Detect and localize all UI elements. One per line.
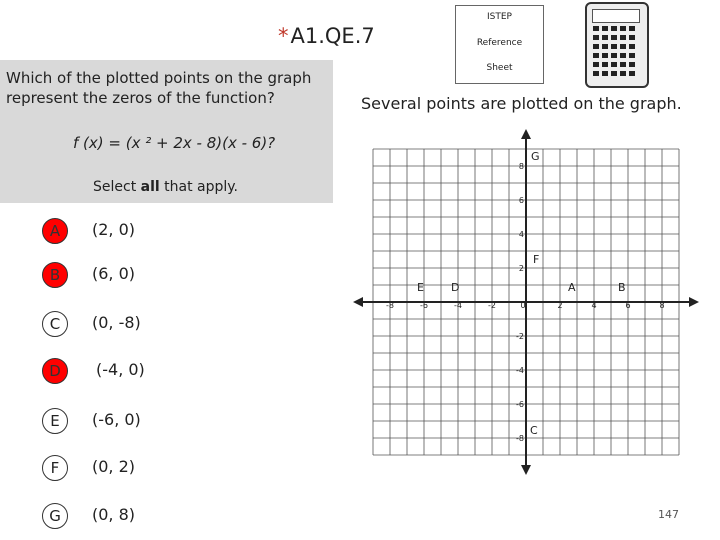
point-label-b: B: [618, 281, 626, 294]
select-suffix: that apply.: [159, 179, 238, 195]
y-tick-label: 2: [518, 264, 524, 273]
y-axis-down-arrow-icon: [521, 465, 531, 475]
choice-text: (-6, 0): [92, 410, 141, 429]
x-tick-label: -4: [454, 301, 462, 310]
choice-radio-d[interactable]: D: [42, 358, 68, 384]
x-axis-left-arrow-icon: [353, 297, 363, 307]
reference-line-1: ISTEP: [487, 12, 512, 22]
y-tick-label: -8: [516, 434, 524, 443]
choice-radio-b[interactable]: B: [42, 262, 68, 288]
y-tick-label: 4: [518, 230, 524, 239]
y-axis-up-arrow-icon: [521, 129, 531, 139]
x-tick-label: -2: [488, 301, 496, 310]
choice-radio-f[interactable]: F: [42, 455, 68, 481]
choice-text: (-4, 0): [96, 360, 145, 379]
reference-line-3: Sheet: [486, 63, 513, 73]
x-axis-right-arrow-icon: [689, 297, 699, 307]
y-tick-label: -4: [516, 366, 524, 375]
graph-caption: Several points are plotted on the graph.: [361, 94, 682, 113]
y-tick-label: 8: [518, 162, 524, 171]
x-tick-label: 8: [659, 301, 665, 310]
point-label-g: G: [531, 150, 540, 163]
choice-text: (0, 8): [92, 505, 136, 524]
function-expression: f (x) = (x ² + 2x - 8)(x - 6)?: [73, 134, 276, 152]
select-bold: all: [140, 179, 160, 195]
choice-radio-c[interactable]: C: [42, 311, 68, 337]
choice-radio-g[interactable]: G: [42, 503, 68, 529]
select-prefix: Select: [93, 179, 141, 195]
x-tick-label: -8: [386, 301, 394, 310]
reference-line-2: Reference: [476, 38, 523, 48]
choice-text: (2, 0): [92, 220, 136, 239]
y-tick-label: 6: [518, 196, 524, 205]
title-star: *: [278, 24, 289, 48]
x-tick-label: 2: [557, 301, 563, 310]
x-tick-label: 6: [625, 301, 631, 310]
choice-radio-e[interactable]: E: [42, 408, 68, 434]
point-label-f: F: [533, 253, 540, 266]
x-tick-label: -6: [420, 301, 428, 310]
y-tick-label: -2: [516, 332, 524, 341]
choice-text: (6, 0): [92, 264, 136, 283]
choice-text: (0, 2): [92, 457, 136, 476]
page-number: 147: [658, 508, 679, 521]
x-tick-label: 4: [591, 301, 597, 310]
y-tick-label: -6: [516, 400, 524, 409]
point-label-e: E: [417, 281, 424, 294]
title-code: A1.QE.7: [290, 24, 375, 48]
point-label-d: D: [451, 281, 460, 294]
choice-radio-a[interactable]: A: [42, 218, 68, 244]
point-label-a: A: [568, 281, 576, 294]
question-text: Which of the plotted points on the graph represent the zeros of the function?: [6, 69, 312, 107]
point-label-c: C: [530, 424, 538, 437]
choice-text: (0, -8): [92, 313, 141, 332]
x-tick-label: 0: [520, 301, 526, 310]
